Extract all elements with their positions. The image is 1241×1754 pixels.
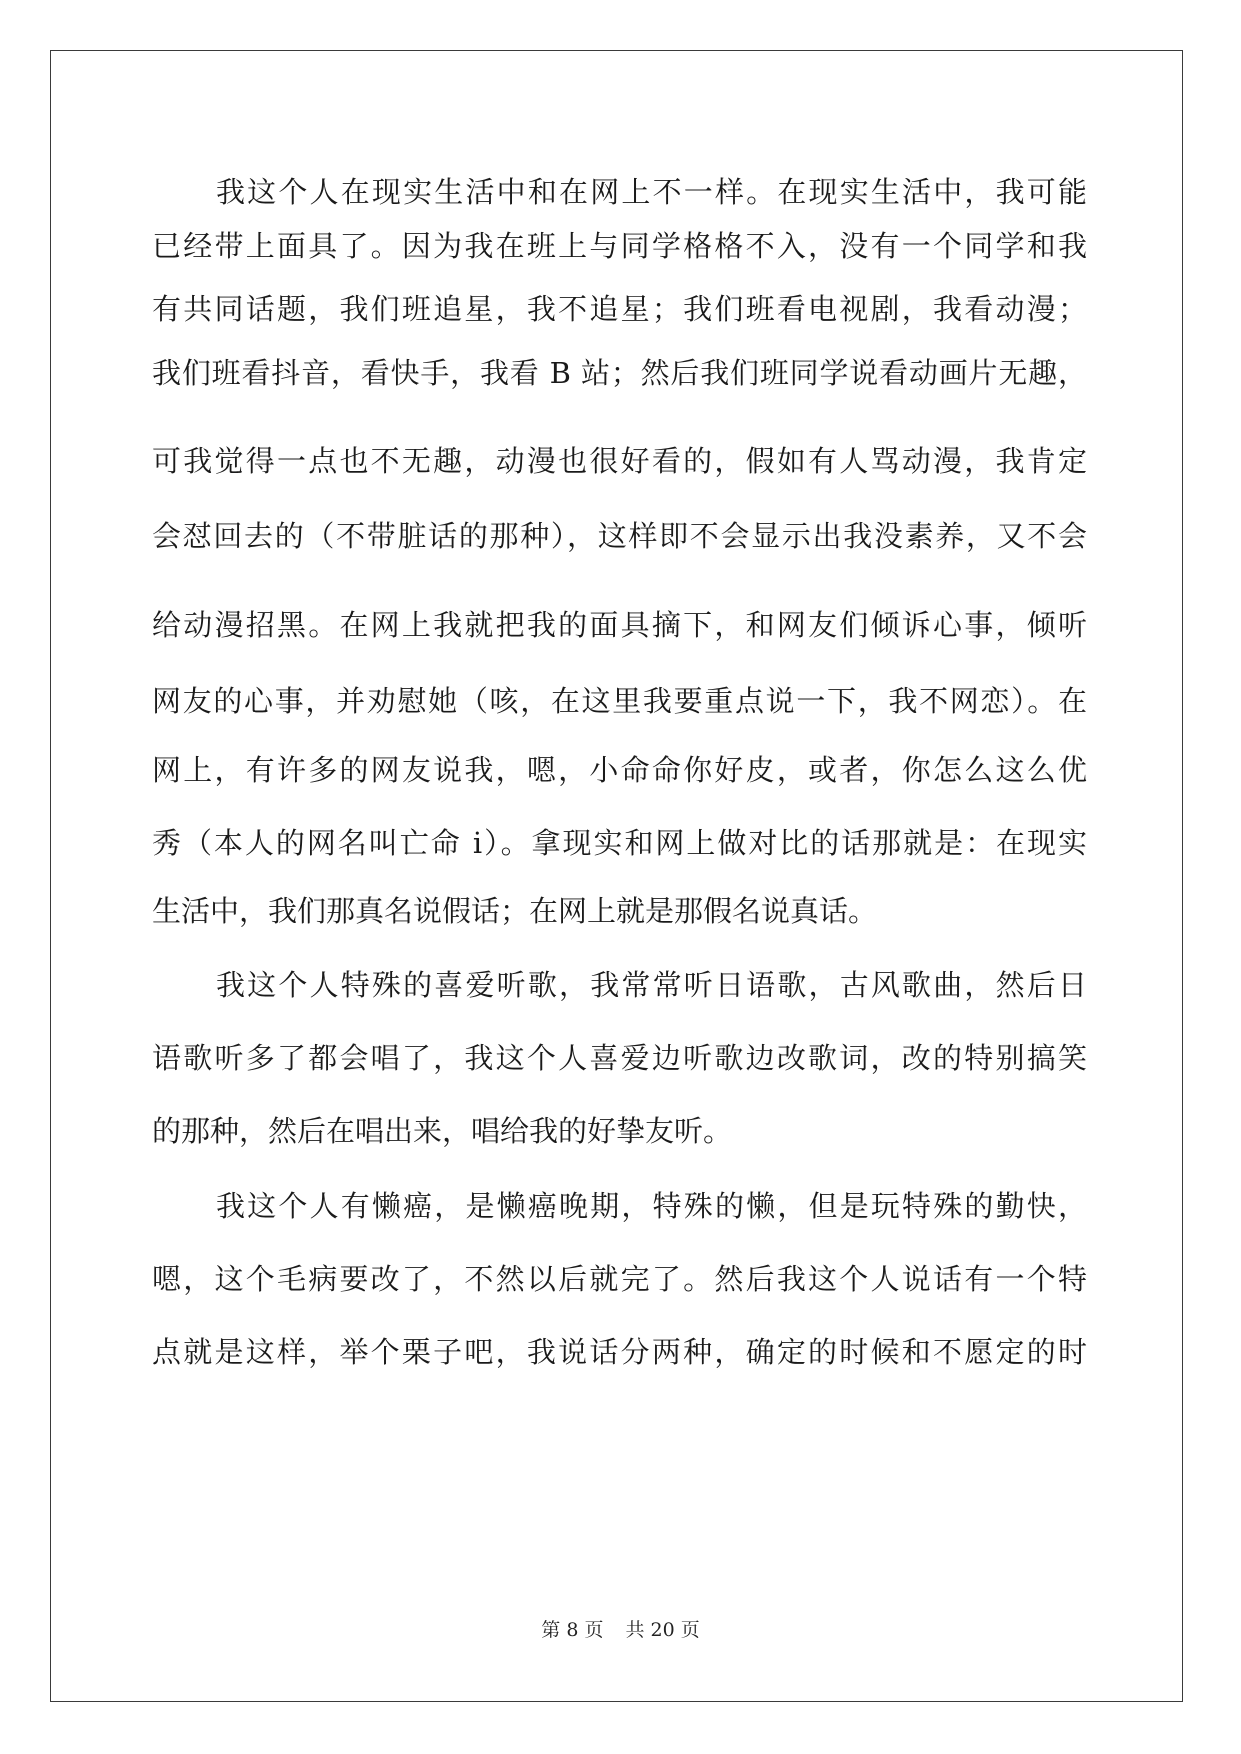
- paragraph-3-line-3: 点就是这样，举个栗子吧，我说话分两种，确定的时候和不愿定的时: [152, 1335, 1087, 1369]
- paragraph-1-line-3: 有共同话题，我们班追星，我不追星；我们班看电视剧，我看动漫；: [152, 292, 1087, 326]
- paragraph-3-line-1: 我这个人有懒癌，是懒癌晚期，特殊的懒，但是玩特殊的勤快，: [216, 1189, 1087, 1223]
- paragraph-1-line-2: 已经带上面具了。因为我在班上与同学格格不入，没有一个同学和我: [152, 229, 1087, 263]
- paragraph-1-line-7: 给动漫招黑。在网上我就把我的面具摘下，和网友们倾诉心事，倾听: [152, 608, 1087, 642]
- paragraph-1-line-4: 我们班看抖音，看快手，我看 B 站；然后我们班同学说看动画片无趣，: [152, 356, 1087, 390]
- paragraph-1-line-6: 会怼回去的（不带脏话的那种），这样即不会显示出我没素养，又不会: [152, 519, 1087, 553]
- total-pages: 共 20 页: [625, 1619, 700, 1641]
- paragraph-3-line-2: 嗯，这个毛病要改了，不然以后就完了。然后我这个人说话有一个特: [152, 1262, 1087, 1296]
- paragraph-1-line-10: 秀（本人的网名叫亡命 i）。拿现实和网上做对比的话那就是：在现实: [152, 826, 1087, 860]
- paragraph-1-line-5: 可我觉得一点也不无趣，动漫也很好看的，假如有人骂动漫，我肯定: [152, 444, 1087, 478]
- paragraph-1-line-1: 我这个人在现实生活中和在网上不一样。在现实生活中，我可能: [216, 175, 1087, 209]
- paragraph-2-line-2: 语歌听多了都会唱了，我这个人喜爱边听歌边改歌词，改的特别搞笑: [152, 1041, 1087, 1075]
- paragraph-1-line-9: 网上，有许多的网友说我，嗯，小命命你好皮，或者，你怎么这么优: [152, 753, 1087, 787]
- page-footer: [0, 1618, 1241, 1642]
- page-number: 第 8 页: [541, 1619, 604, 1641]
- paragraph-1-line-8: 网友的心事，并劝慰她（咳，在这里我要重点说一下，我不网恋）。在: [152, 684, 1087, 718]
- paragraph-2-line-3: 的那种，然后在唱出来，唱给我的好挚友听。: [152, 1114, 733, 1148]
- paragraph-1-line-11: 生活中，我们那真名说假话；在网上就是那假名说真话。: [152, 894, 878, 928]
- paragraph-2-line-1: 我这个人特殊的喜爱听歌，我常常听日语歌，古风歌曲，然后日: [216, 968, 1087, 1002]
